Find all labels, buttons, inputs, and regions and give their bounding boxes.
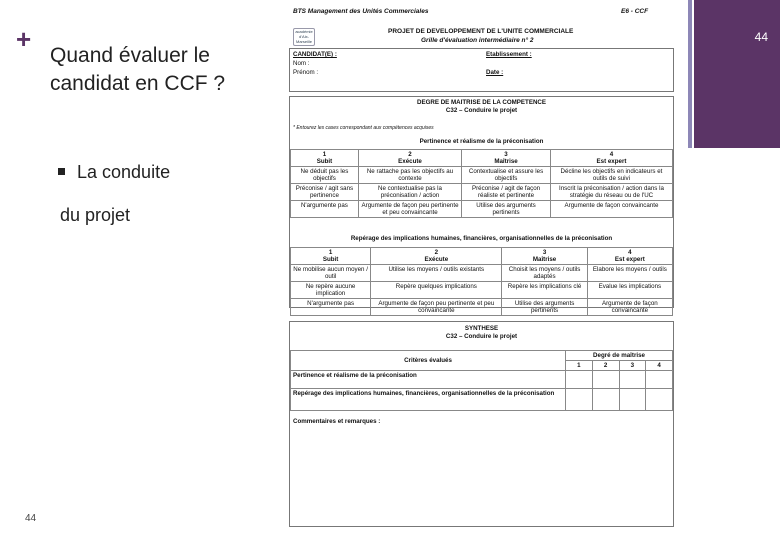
etablissement-label: Etablissement : [486, 51, 532, 58]
slide-title: Quand évaluer le candidat en CCF ? [50, 44, 226, 95]
grid-cell: Evalue les implications [587, 282, 672, 299]
grid-cell: Ne mobilise aucun moyen / outil [291, 265, 371, 282]
level-cell: 4 Est expert [550, 150, 672, 167]
candidate-box [289, 48, 674, 92]
bullet-item [58, 160, 170, 184]
score-cell [646, 371, 673, 389]
degre-subtitle: C32 – Conduire le projet [445, 107, 518, 114]
section-implications: Repérage des implications humaines, financières, organisationnelles de la préconisation [350, 235, 613, 242]
grid-cell: Contextualise et assure les objectifs [462, 167, 551, 184]
grid-cell: Utilise des arguments pertinents [502, 299, 587, 316]
score-cell [592, 389, 619, 411]
doc-header-right: E6 - CCF [621, 8, 649, 15]
level-cell: 1 Subit [291, 150, 359, 167]
score-cell [619, 389, 646, 411]
grid-cell: Argumente de façon peu pertinente et peu convaincante [371, 299, 502, 316]
grid-cell: Préconise / agit de façon réaliste et pertinente [462, 184, 551, 201]
competence-grid [289, 96, 674, 314]
project-title: PROJET DE DEVELOPPEMENT DE L'UNITE COMMERCIALE [388, 28, 574, 35]
grid-cell: Repère quelques implications [371, 282, 502, 299]
candidate-label: CANDIDAT(E) : [293, 51, 337, 58]
synthese-subtitle: C32 – Conduire le projet [445, 333, 518, 340]
grid-cell: Argumente de façon peu pertinente et peu convaincante [358, 201, 461, 218]
synthese-table [290, 350, 673, 411]
synthese-box [289, 321, 674, 527]
level-cell: 2 Exécute [358, 150, 461, 167]
grid-cell: Ne repère aucune implication [291, 282, 371, 299]
grid-table-pertinence [290, 149, 673, 218]
evaluation-grid-document [283, 8, 675, 528]
accent-bars [688, 0, 780, 148]
grid-cell: Repère les implications clé [502, 282, 587, 299]
grid-cell: Préconise / agit sans pertinence [291, 184, 359, 201]
degre-title: DEGRE DE MAITRISE DE LA COMPETENCE [416, 99, 547, 106]
level-number: 1 [566, 361, 593, 371]
grid-table-implications [290, 247, 673, 316]
grid-cell: N'argumente pas [291, 201, 359, 218]
grid-cell: Inscrit la préconisation / action dans la stratégie du réseau ou de l'UC [550, 184, 672, 201]
doc-header-left: BTS Management des Unités Commerciales [293, 8, 429, 15]
grid-cell: Argumente de façon convaincante [587, 299, 672, 316]
date-label: Date : [486, 69, 504, 76]
grid-cell: Ne contextualise pas la préconisation / action [358, 184, 461, 201]
grid-cell: Ne déduit pas les objectifs [291, 167, 359, 184]
grid-cell: Choisit les moyens / outils adaptés [502, 265, 587, 282]
level-cell: 1 Subit [291, 248, 371, 265]
bullet-square-icon [58, 168, 65, 175]
score-cell [566, 371, 593, 389]
accent-bar-dark [694, 0, 780, 148]
score-cell [619, 371, 646, 389]
level-number: 2 [592, 361, 619, 371]
academy-logo: académie d'Aix-Marseille [293, 28, 315, 46]
comments-label: Commentaires et remarques : [293, 418, 381, 425]
score-cell [646, 389, 673, 411]
synthese-title: SYNTHESE [464, 325, 499, 332]
bullet-text: La conduite [77, 162, 171, 182]
plus-icon: + [16, 24, 32, 54]
grid-cell: Décline les objectifs en indicateurs et outils de suivi [550, 167, 672, 184]
grid-cell: Utilise les moyens / outils existants [371, 265, 502, 282]
accent-bar-light [688, 0, 692, 148]
level-cell: 2 Exécute [371, 248, 502, 265]
nom-label: Nom : [293, 60, 310, 67]
level-cell: 3 Maîtrise [462, 150, 551, 167]
corner-page-number: 44 [754, 30, 768, 44]
section-pertinence: Pertinence et réalisme de la préconisation [419, 138, 544, 145]
score-cell [592, 371, 619, 389]
level-cell: 4 Est expert [587, 248, 672, 265]
grid-cell: Utilise des arguments pertinents [462, 201, 551, 218]
grid-cell: Elabore les moyens / outils [587, 265, 672, 282]
synthese-row-label: Pertinence et réalisme de la préconisation [291, 371, 566, 389]
degre-header: Degré de maîtrise [566, 351, 673, 361]
degre-note: * Entourez les cases correspondant aux compétences acquises [293, 125, 434, 131]
grid-cell: N'argumente pas [291, 299, 371, 316]
synthese-row-label: Repérage des implications humaines, financières, organisationnelles de la préconisation [291, 389, 566, 411]
grid-title: Grille d'évaluation intermédiaire n° 2 [421, 37, 534, 44]
level-number: 4 [646, 361, 673, 371]
bullet-text-continued: du projet [60, 205, 131, 225]
slide-number: 44 [25, 513, 37, 524]
grid-cell: Ne rattache pas les objectifs au contexte [358, 167, 461, 184]
level-cell: 3 Maîtrise [502, 248, 587, 265]
level-number: 3 [619, 361, 646, 371]
grid-cell: Argumente de façon convaincante [550, 201, 672, 218]
criteres-header: Critères évalués [291, 351, 566, 371]
prenom-label: Prénom : [293, 69, 319, 76]
score-cell [566, 389, 593, 411]
